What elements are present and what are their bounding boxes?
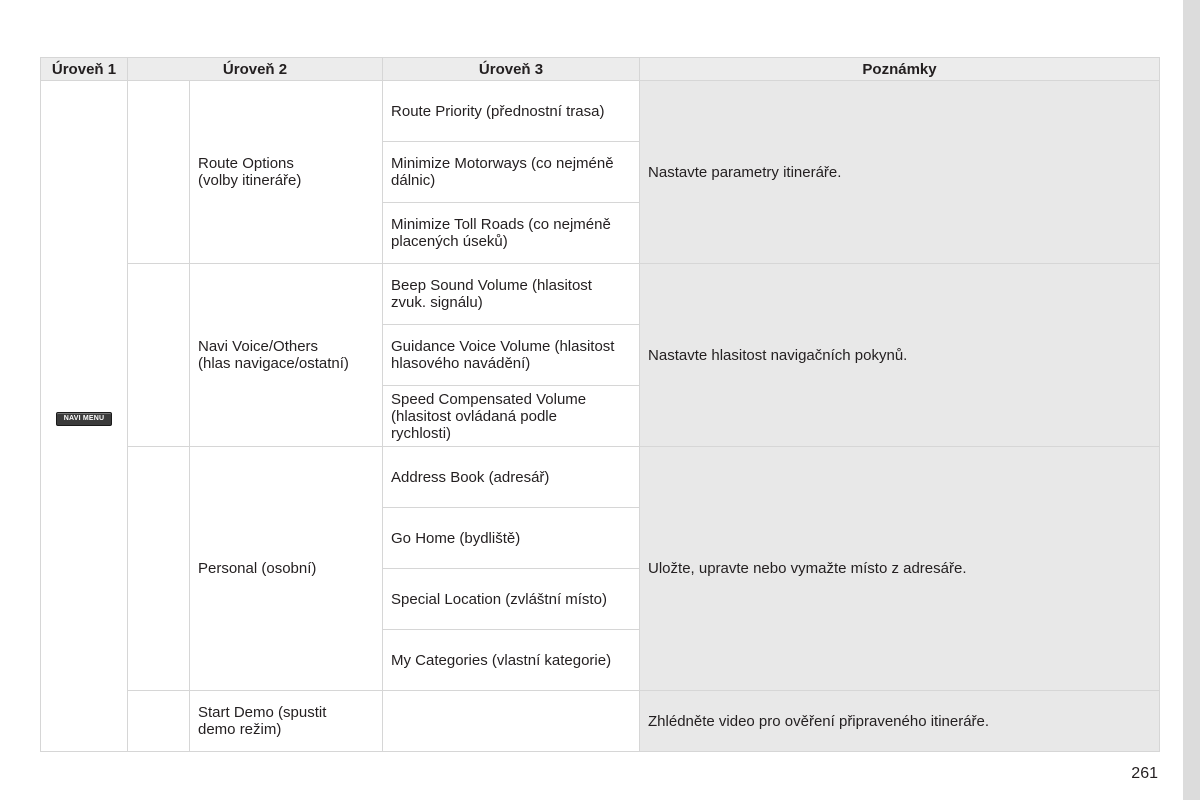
level3-cell — [383, 691, 640, 752]
blank-cell — [128, 81, 190, 264]
blank-cell — [128, 447, 190, 691]
level1-cell — [41, 81, 128, 752]
table-row — [41, 81, 1160, 142]
level3-cell — [383, 264, 640, 325]
table-row — [41, 264, 1160, 325]
text-line: Start Demo (spustit — [198, 704, 327, 721]
menu-table — [40, 57, 1160, 752]
text-line: demo režim) — [198, 721, 282, 738]
page-edge-bar — [1183, 0, 1200, 800]
header-level1: Úroveň 1 — [41, 58, 128, 81]
level3-cell — [383, 325, 640, 386]
level3-cell — [383, 508, 640, 569]
text-line: placených úseků) — [391, 233, 508, 250]
menu-body — [41, 81, 1160, 752]
text-line: Go Home (bydliště) — [391, 529, 521, 547]
text-line: (volby itineráře) — [198, 172, 302, 189]
text-line: Route Priority (přednostní trasa) — [391, 102, 605, 120]
note-cell: Nastavte hlasitost navigačních pokynů. — [640, 264, 1160, 447]
text-line: Minimize Toll Roads (co nejméně — [391, 216, 611, 233]
text-line: (hlas navigace/ostatní) — [198, 355, 349, 372]
level2-cell — [190, 264, 383, 447]
text-line: dálnic) — [391, 172, 436, 189]
navi-menu-button[interactable]: NAVI MENU — [56, 412, 113, 426]
text-line: zvuk. signálu) — [391, 294, 483, 311]
table-row — [41, 691, 1160, 752]
level2-cell — [190, 81, 383, 264]
text-line: Speed Compensated Volume — [391, 390, 587, 408]
level3-cell — [383, 142, 640, 203]
text-line: Personal (osobní) — [198, 560, 317, 577]
text-line: My Categories (vlastní kategorie) — [391, 651, 612, 669]
text-line: (hlasitost ovládaná podle — [391, 407, 557, 425]
header-row — [41, 58, 1160, 81]
level3-cell — [383, 630, 640, 691]
text-line: Minimize Motorways (co nejméně — [391, 155, 614, 172]
text-line: Address Book (adresář) — [391, 468, 550, 486]
text-line: Guidance Voice Volume (hlasitost — [391, 338, 615, 355]
header-level3: Úroveň 3 — [383, 58, 640, 81]
text-line: Beep Sound Volume (hlasitost — [391, 277, 592, 294]
blank-cell — [128, 264, 190, 447]
text-line: Navi Voice/Others — [198, 338, 319, 355]
level3-cell — [383, 81, 640, 142]
text-line: rychlosti) — [391, 424, 452, 442]
level3-cell — [383, 386, 640, 447]
note-cell: Zhlédněte video pro ověření připraveného itineráře. — [640, 691, 1160, 752]
note-cell: Nastavte parametry itineráře. — [640, 81, 1160, 264]
text-line: Special Location (zvláštní místo) — [391, 590, 607, 608]
level2-cell — [190, 691, 383, 752]
note-cell: Uložte, upravte nebo vymažte místo z adresáře. — [640, 447, 1160, 691]
level3-cell — [383, 447, 640, 508]
header-notes: Poznámky — [640, 58, 1160, 81]
level3-cell — [383, 569, 640, 630]
page-number: 261 — [1131, 765, 1158, 782]
text-line: Route Options — [198, 155, 294, 172]
table-row — [41, 447, 1160, 508]
text-line: hlasového navádění) — [391, 355, 531, 372]
header-level2: Úroveň 2 — [128, 58, 383, 81]
level2-cell — [190, 447, 383, 691]
blank-cell — [128, 691, 190, 752]
level3-cell — [383, 203, 640, 264]
